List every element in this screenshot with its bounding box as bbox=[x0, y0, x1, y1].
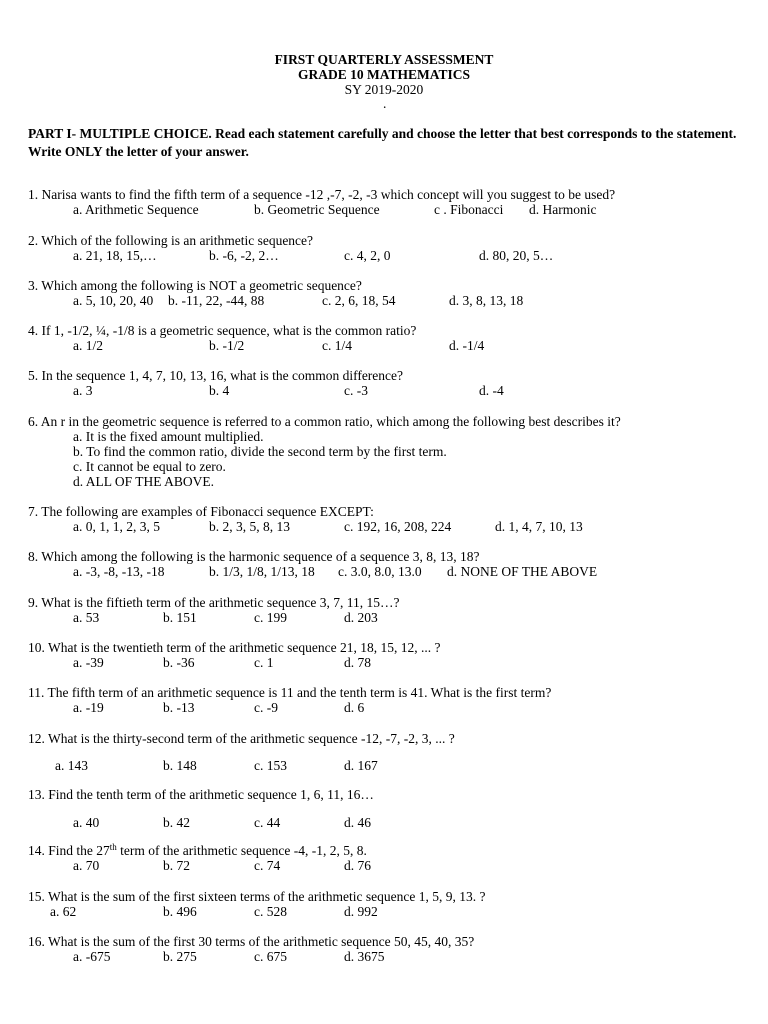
option-a: a. 53 bbox=[73, 610, 100, 625]
answer-options bbox=[28, 338, 758, 353]
question-11 bbox=[28, 685, 758, 715]
option-c: c. 528 bbox=[254, 904, 287, 919]
option-a: a. -675 bbox=[73, 949, 111, 964]
option-d: d. 167 bbox=[344, 758, 378, 773]
option-b: b. -13 bbox=[163, 700, 195, 715]
option-b: b. Geometric Sequence bbox=[254, 202, 380, 217]
answer-options bbox=[28, 564, 758, 579]
option-a: a. -3, -8, -13, -18 bbox=[73, 564, 165, 579]
option-d: d. 78 bbox=[344, 655, 371, 670]
question-16 bbox=[28, 934, 758, 964]
option-b: b. To find the common ratio, divide the second term by the first term. bbox=[73, 444, 447, 459]
option-b: b. 2, 3, 5, 8, 13 bbox=[209, 519, 290, 534]
question-6 bbox=[28, 414, 758, 489]
question-3 bbox=[28, 278, 758, 308]
question-15 bbox=[28, 889, 758, 919]
option-c: c. 3.0, 8.0, 13.0 bbox=[338, 564, 422, 579]
option-d: d. 46 bbox=[344, 815, 371, 830]
question-13-options bbox=[28, 815, 758, 830]
option-c: c. It cannot be equal to zero. bbox=[73, 459, 226, 474]
option-b: b. -11, 22, -44, 88 bbox=[168, 293, 265, 308]
option-a: a. 40 bbox=[73, 815, 100, 830]
option-d: d. 203 bbox=[344, 610, 378, 625]
option-b: b. -1/2 bbox=[209, 338, 245, 353]
question-text-after: term of the arithmetic sequence -4, -1, 2, 5, 8. bbox=[116, 843, 367, 858]
question-text: 15. What is the sum of the first sixteen terms of the arithmetic sequence 1, 5, 9, 13. ? bbox=[28, 889, 486, 904]
answer-options bbox=[28, 655, 758, 670]
answer-options bbox=[28, 700, 758, 715]
option-a: a. 21, 18, 15,… bbox=[73, 248, 157, 263]
option-a: a. 3 bbox=[73, 383, 93, 398]
question-12 bbox=[28, 731, 758, 746]
header-title: FIRST QUARTERLY ASSESSMENT bbox=[274, 52, 494, 67]
question-14 bbox=[28, 843, 758, 873]
answer-options bbox=[28, 815, 758, 830]
option-a: a. 5, 10, 20, 40 bbox=[73, 293, 154, 308]
header-dot: . bbox=[383, 96, 387, 111]
question-text bbox=[28, 843, 758, 858]
option-c: c. 2, 6, 18, 54 bbox=[322, 293, 396, 308]
option-a: a. -39 bbox=[73, 655, 104, 670]
question-text: 6. An r in the geometric sequence is referred to a common ratio, which among the following best describes it? bbox=[28, 414, 621, 429]
answer-options bbox=[28, 248, 758, 263]
question-8 bbox=[28, 549, 758, 579]
option-b: b. 72 bbox=[163, 858, 190, 873]
option-d: d. NONE OF THE ABOVE bbox=[447, 564, 598, 579]
option-a: a. Arithmetic Sequence bbox=[73, 202, 199, 217]
option-d: d. 76 bbox=[344, 858, 371, 873]
answer-options bbox=[28, 758, 758, 773]
option-b: b. 496 bbox=[163, 904, 197, 919]
option-d: d. Harmonic bbox=[529, 202, 597, 217]
question-4 bbox=[28, 323, 758, 353]
question-text: 2. Which of the following is an arithmetic sequence? bbox=[28, 233, 314, 248]
question-10 bbox=[28, 640, 758, 670]
option-c: c. 1/4 bbox=[322, 338, 352, 353]
option-b: b. 275 bbox=[163, 949, 197, 964]
option-c: c. 199 bbox=[254, 610, 287, 625]
question-text: 13. Find the tenth term of the arithmetic sequence 1, 6, 11, 16… bbox=[28, 787, 374, 802]
answer-options bbox=[28, 202, 758, 217]
answer-options bbox=[28, 904, 758, 919]
option-c: c. 675 bbox=[254, 949, 287, 964]
question-text: 10. What is the twentieth term of the arithmetic sequence 21, 18, 15, 12, ... ? bbox=[28, 640, 441, 655]
option-d: d. 3, 8, 13, 18 bbox=[449, 293, 524, 308]
question-text: 5. In the sequence 1, 4, 7, 10, 13, 16, what is the common difference? bbox=[28, 368, 404, 383]
answer-options bbox=[28, 949, 758, 964]
question-text-before: 14. Find the 27 bbox=[28, 843, 110, 858]
question-text: 9. What is the fiftieth term of the arithmetic sequence 3, 7, 11, 15…? bbox=[28, 595, 400, 610]
question-text: 16. What is the sum of the first 30 terms of the arithmetic sequence 50, 45, 40, 35? bbox=[28, 934, 475, 949]
header-school-year: SY 2019-2020 bbox=[344, 82, 424, 97]
question-text: 7. The following are examples of Fibonacci sequence EXCEPT: bbox=[28, 504, 374, 519]
answer-options bbox=[28, 293, 758, 308]
answer-options bbox=[28, 858, 758, 873]
document-header bbox=[0, 52, 768, 97]
question-5 bbox=[28, 368, 758, 398]
question-7 bbox=[28, 504, 758, 534]
question-text: 4. If 1, -1/2, ¼, -1/8 is a geometric sequence, what is the common ratio? bbox=[28, 323, 417, 338]
option-c: c. 153 bbox=[254, 758, 287, 773]
option-c: c. 192, 16, 208, 224 bbox=[344, 519, 452, 534]
question-2 bbox=[28, 233, 758, 263]
option-b: b. 1/3, 1/8, 1/13, 18 bbox=[209, 564, 315, 579]
option-b: b. 151 bbox=[163, 610, 197, 625]
answer-options bbox=[28, 610, 758, 625]
option-c: c. 74 bbox=[254, 858, 281, 873]
option-c: c . Fibonacci bbox=[434, 202, 504, 217]
question-1 bbox=[28, 187, 758, 217]
option-a: a. 1/2 bbox=[73, 338, 103, 353]
question-text: 3. Which among the following is NOT a geometric sequence? bbox=[28, 278, 362, 293]
option-d: d. ALL OF THE ABOVE. bbox=[73, 474, 215, 489]
option-b: b. 42 bbox=[163, 815, 190, 830]
ordinal-suffix: th bbox=[109, 842, 117, 852]
answer-options bbox=[28, 519, 758, 534]
option-a: a. -19 bbox=[73, 700, 104, 715]
question-text: 8. Which among the following is the harmonic sequence of a sequence 3, 8, 13, 18? bbox=[28, 549, 480, 564]
option-a: a. 62 bbox=[50, 904, 77, 919]
option-c: c. -3 bbox=[344, 383, 368, 398]
answer-options bbox=[28, 383, 758, 398]
question-text: 11. The fifth term of an arithmetic sequence is 11 and the tenth term is 41. What is the first term? bbox=[28, 685, 552, 700]
option-d: d. 80, 20, 5… bbox=[479, 248, 554, 263]
option-b: b. -36 bbox=[163, 655, 195, 670]
option-d: d. -4 bbox=[479, 383, 504, 398]
option-c: c. 4, 2, 0 bbox=[344, 248, 391, 263]
option-a: a. 143 bbox=[55, 758, 88, 773]
option-b: b. 4 bbox=[209, 383, 230, 398]
question-text: 12. What is the thirty-second term of the arithmetic sequence -12, -7, -2, 3, ... ? bbox=[28, 731, 455, 746]
option-c: c. 44 bbox=[254, 815, 281, 830]
option-c: c. -9 bbox=[254, 700, 278, 715]
question-text: 1. Narisa wants to find the fifth term of a sequence -12 ,-7, -2, -3 which concept will you suggest to be used? bbox=[28, 187, 616, 202]
question-13 bbox=[28, 787, 758, 802]
option-a: a. 70 bbox=[73, 858, 100, 873]
option-b: b. -6, -2, 2… bbox=[209, 248, 279, 263]
question-9 bbox=[28, 595, 758, 625]
option-d: d. 1, 4, 7, 10, 13 bbox=[495, 519, 583, 534]
option-c: c. 1 bbox=[254, 655, 274, 670]
header-grade: GRADE 10 MATHEMATICS bbox=[297, 67, 470, 82]
option-b: b. 148 bbox=[163, 758, 197, 773]
question-12-options bbox=[28, 758, 758, 773]
part-one-instructions: PART I- MULTIPLE CHOICE. Read each statement carefully and choose the letter that best corresponds to the statement. Write ONLY the letter of your answer. bbox=[28, 126, 737, 159]
option-d: d. 6 bbox=[344, 700, 365, 715]
option-a: a. 0, 1, 1, 2, 3, 5 bbox=[73, 519, 160, 534]
option-d: d. 3675 bbox=[344, 949, 385, 964]
option-d: d. -1/4 bbox=[449, 338, 485, 353]
option-a: a. It is the fixed amount multiplied. bbox=[73, 429, 264, 444]
option-d: d. 992 bbox=[344, 904, 378, 919]
